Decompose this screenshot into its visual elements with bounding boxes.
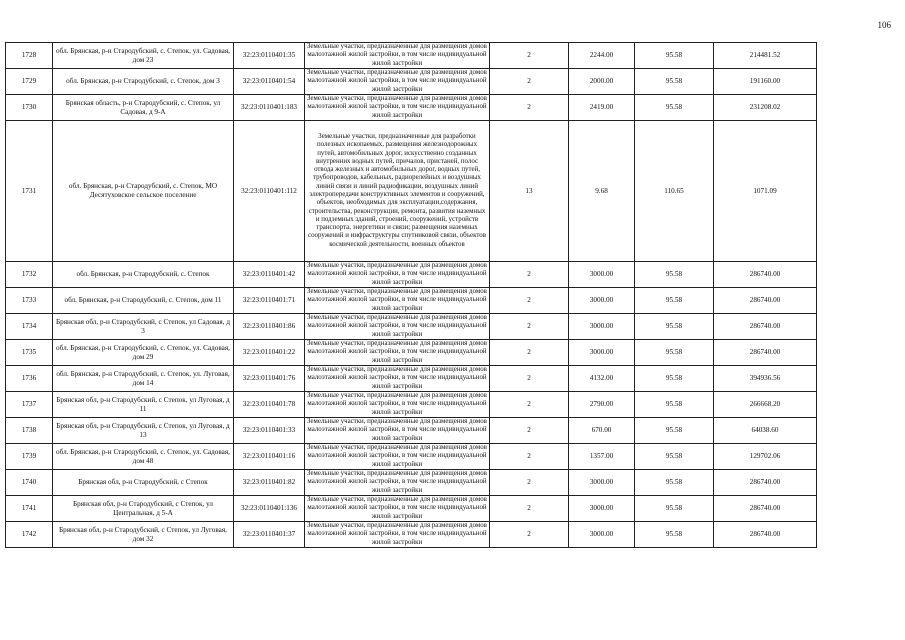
row-number-cell: 1729 xyxy=(6,69,53,95)
row-number-cell: 1736 xyxy=(6,366,53,392)
area-cell: 2244.00 xyxy=(569,43,635,69)
land-use-cell: Земельные участки, предназначенные для размещения домов малоэтажной жилой застройки, в том числе индивидуальной жилой застройки xyxy=(305,95,490,121)
cadastral-value-cell: 286740.00 xyxy=(714,470,817,496)
table-row xyxy=(6,392,903,418)
cadastral-value-cell: 286740.00 xyxy=(714,262,817,288)
cadastral-value-cell: 286740.00 xyxy=(714,522,817,548)
category-cell: 2 xyxy=(490,288,569,314)
row-number-cell: 1732 xyxy=(6,262,53,288)
address-cell: Брянская область, р-н Стародубский, с. Степок, ул Садовая, д 9-А xyxy=(53,95,234,121)
row-number-cell: 1737 xyxy=(6,392,53,418)
rate-cell: 95.58 xyxy=(635,418,714,444)
address-cell: Брянская обл, р-н Стародубский, с Степок, ул Центральная, д 5-А xyxy=(53,496,234,522)
land-use-cell: Земельные участки, предназначенные для размещения домов малоэтажной жилой застройки, в том числе индивидуальной жилой застройки xyxy=(305,470,490,496)
address-cell: обл. Брянская, р-н Стародубский, с. Степок, ул. Садовая, дом 23 xyxy=(53,43,234,69)
empty-cell xyxy=(817,314,903,340)
empty-cell xyxy=(817,392,903,418)
row-number-cell: 1738 xyxy=(6,418,53,444)
cadastral-number-cell: 32:23:0110401:86 xyxy=(234,314,305,340)
empty-cell xyxy=(817,522,903,548)
table-row xyxy=(6,444,903,470)
rate-cell: 95.58 xyxy=(635,392,714,418)
area-cell: 3000.00 xyxy=(569,470,635,496)
table-body xyxy=(6,43,903,548)
table-row xyxy=(6,418,903,444)
empty-cell xyxy=(817,43,903,69)
row-number-cell: 1741 xyxy=(6,496,53,522)
cadastral-value-cell: 286740.00 xyxy=(714,288,817,314)
row-number-cell: 1730 xyxy=(6,95,53,121)
address-cell: обл. Брянская, р-н Стародубский, с. Степок, дом 11 xyxy=(53,288,234,314)
cadastral-number-cell: 32:23:0110401:33 xyxy=(234,418,305,444)
empty-cell xyxy=(817,95,903,121)
address-cell: Брянская обл, р-н Стародубский, с Степок, ул Луговая, д 11 xyxy=(53,392,234,418)
table-row xyxy=(6,496,903,522)
empty-cell xyxy=(817,340,903,366)
land-use-cell: Земельные участки, предназначенные для размещения домов малоэтажной жилой застройки, в том числе индивидуальной жилой застройки xyxy=(305,444,490,470)
address-cell: обл. Брянская, р-н Стародубский, с. Степок xyxy=(53,262,234,288)
category-cell: 2 xyxy=(490,69,569,95)
category-cell: 2 xyxy=(490,496,569,522)
category-cell: 2 xyxy=(490,43,569,69)
row-number-cell: 1734 xyxy=(6,314,53,340)
land-registry-table xyxy=(5,42,903,548)
cadastral-number-cell: 32:23:0110401:42 xyxy=(234,262,305,288)
cadastral-value-cell: 231208.02 xyxy=(714,95,817,121)
address-cell: Брянская обл, р-н Стародубский, с Степок, ул Луговая, д 13 xyxy=(53,418,234,444)
rate-cell: 95.58 xyxy=(635,95,714,121)
category-cell: 2 xyxy=(490,314,569,340)
table-row xyxy=(6,470,903,496)
cadastral-number-cell: 32:23:0110401:82 xyxy=(234,470,305,496)
address-cell: обл. Брянская, р-н Стародубский, с. Степок, МО Десятуховское сельское поселение xyxy=(53,121,234,262)
category-cell: 2 xyxy=(490,340,569,366)
land-use-cell: Земельные участки, предназначенные для размещения домов малоэтажной жилой застройки, в том числе индивидуальной жилой застройки xyxy=(305,262,490,288)
empty-cell xyxy=(817,366,903,392)
cadastral-number-cell: 32:23:0110401:76 xyxy=(234,366,305,392)
rate-cell: 95.58 xyxy=(635,288,714,314)
area-cell: 3000.00 xyxy=(569,522,635,548)
row-number-cell: 1728 xyxy=(6,43,53,69)
area-cell: 3000.00 xyxy=(569,314,635,340)
empty-cell xyxy=(817,288,903,314)
category-cell: 2 xyxy=(490,444,569,470)
land-use-cell: Земельные участки, предназначенные для размещения домов малоэтажной жилой застройки, в том числе индивидуальной жилой застройки xyxy=(305,314,490,340)
category-cell: 2 xyxy=(490,522,569,548)
cadastral-number-cell: 32:23:0110401:183 xyxy=(234,95,305,121)
address-cell: Брянская обл, р-н Стародубский, с Степок xyxy=(53,470,234,496)
address-cell: обл. Брянская, р-н Стародубский, с. Степок, ул. Луговая, дом 14 xyxy=(53,366,234,392)
cadastral-number-cell: 32:23:0110401:35 xyxy=(234,43,305,69)
empty-cell xyxy=(817,69,903,95)
area-cell: 9.68 xyxy=(569,121,635,262)
rate-cell: 95.58 xyxy=(635,262,714,288)
category-cell: 2 xyxy=(490,95,569,121)
area-cell: 3000.00 xyxy=(569,288,635,314)
cadastral-value-cell: 214481.52 xyxy=(714,43,817,69)
area-cell: 3000.00 xyxy=(569,340,635,366)
cadastral-value-cell: 191160.00 xyxy=(714,69,817,95)
table-row xyxy=(6,288,903,314)
table-row xyxy=(6,340,903,366)
cadastral-value-cell: 266668.20 xyxy=(714,392,817,418)
empty-cell xyxy=(817,262,903,288)
table-row xyxy=(6,95,903,121)
table-row xyxy=(6,522,903,548)
cadastral-value-cell: 129702.06 xyxy=(714,444,817,470)
rate-cell: 95.58 xyxy=(635,444,714,470)
rate-cell: 95.58 xyxy=(635,496,714,522)
rate-cell: 95.58 xyxy=(635,43,714,69)
cadastral-number-cell: 32:23:0110401:37 xyxy=(234,522,305,548)
row-number-cell: 1731 xyxy=(6,121,53,262)
rate-cell: 95.58 xyxy=(635,522,714,548)
cadastral-value-cell: 286740.00 xyxy=(714,314,817,340)
category-cell: 2 xyxy=(490,470,569,496)
category-cell: 13 xyxy=(490,121,569,262)
land-use-cell: Земельные участки, предназначенные для размещения домов малоэтажной жилой застройки, в том числе индивидуальной жилой застройки xyxy=(305,43,490,69)
empty-cell xyxy=(817,418,903,444)
rate-cell: 95.58 xyxy=(635,470,714,496)
row-number-cell: 1735 xyxy=(6,340,53,366)
land-use-cell: Земельные участки, предназначенные для размещения домов малоэтажной жилой застройки, в том числе индивидуальной жилой застройки xyxy=(305,366,490,392)
rate-cell: 95.58 xyxy=(635,314,714,340)
cadastral-number-cell: 32:23:0110401:22 xyxy=(234,340,305,366)
rate-cell: 95.58 xyxy=(635,366,714,392)
land-use-cell: Земельные участки, предназначенные для размещения домов малоэтажной жилой застройки, в том числе индивидуальной жилой застройки xyxy=(305,288,490,314)
row-number-cell: 1739 xyxy=(6,444,53,470)
table-row xyxy=(6,262,903,288)
cadastral-number-cell: 32:23:0110401:16 xyxy=(234,444,305,470)
cadastral-value-cell: 286740.00 xyxy=(714,496,817,522)
cadastral-value-cell: 286740.00 xyxy=(714,340,817,366)
address-cell: обл. Брянская, р-н Стародубский, с. Степок, ул. Садовая, дом 29 xyxy=(53,340,234,366)
empty-cell xyxy=(817,444,903,470)
category-cell: 2 xyxy=(490,262,569,288)
category-cell: 2 xyxy=(490,418,569,444)
land-use-cell: Земельные участки, предназначенные для размещения домов малоэтажной жилой застройки, в том числе индивидуальной жилой застройки xyxy=(305,392,490,418)
empty-cell xyxy=(817,496,903,522)
cadastral-number-cell: 32:23:0110401:54 xyxy=(234,69,305,95)
rate-cell: 110.65 xyxy=(635,121,714,262)
area-cell: 4132.00 xyxy=(569,366,635,392)
area-cell: 1357.00 xyxy=(569,444,635,470)
land-use-cell: Земельные участки, предназначенные для разработки полезных ископаемых, размещения железнодорожных путей, автомобильных дорог, искусственно созданных внутренних водных путей, причалов, пристаней, полос отвода железных и автомобильных дорог, водных путей, трубопроводов, кабельных, радиорелейных и воздушных линий связи и линий радиофикации, воздушных линий электропередачи конструктивных элементов и сооружений, объектов, необходимых для эксплуатации,содержания, строительства, реконструкции, ремонта, развития наземных и подземных зданий, строений, сооружений, устройств транспорта, энергетики и связи; размещения наземных сооружений и инфраструктуры спутниковой связи, объектов космической деятельности, военных объектов xyxy=(305,121,490,262)
address-cell: Брянская обл, р-н Стародубский, с Степок, ул Луговая, дом 32 xyxy=(53,522,234,548)
table-row xyxy=(6,43,903,69)
category-cell: 2 xyxy=(490,392,569,418)
address-cell: Брянская обл, р-н Стародубский, с Степок, ул Садовая, д 3 xyxy=(53,314,234,340)
row-number-cell: 1733 xyxy=(6,288,53,314)
empty-cell xyxy=(817,121,903,262)
cadastral-value-cell: 64038.60 xyxy=(714,418,817,444)
rate-cell: 95.58 xyxy=(635,69,714,95)
row-number-cell: 1742 xyxy=(6,522,53,548)
cadastral-number-cell: 32:23:0110401:71 xyxy=(234,288,305,314)
rate-cell: 95.58 xyxy=(635,340,714,366)
table-row xyxy=(6,69,903,95)
row-number-cell: 1740 xyxy=(6,470,53,496)
area-cell: 2000.00 xyxy=(569,69,635,95)
area-cell: 3000.00 xyxy=(569,262,635,288)
land-use-cell: Земельные участки, предназначенные для размещения домов малоэтажной жилой застройки, в том числе индивидуальной жилой застройки xyxy=(305,69,490,95)
table-row xyxy=(6,314,903,340)
empty-cell xyxy=(817,470,903,496)
address-cell: обл. Брянская, р-н Стародубский, с. Степок, ул. Садовая, дом 48 xyxy=(53,444,234,470)
land-use-cell: Земельные участки, предназначенные для размещения домов малоэтажной жилой застройки, в том числе индивидуальной жилой застройки xyxy=(305,418,490,444)
page-number: 106 xyxy=(877,20,891,30)
land-use-cell: Земельные участки, предназначенные для размещения домов малоэтажной жилой застройки, в том числе индивидуальной жилой застройки xyxy=(305,340,490,366)
cadastral-number-cell: 32:23:0110401:78 xyxy=(234,392,305,418)
land-use-cell: Земельные участки, предназначенные для размещения домов малоэтажной жилой застройки, в том числе индивидуальной жилой застройки xyxy=(305,522,490,548)
area-cell: 2419.00 xyxy=(569,95,635,121)
cadastral-value-cell: 394936.56 xyxy=(714,366,817,392)
table-row xyxy=(6,121,903,262)
area-cell: 670.00 xyxy=(569,418,635,444)
table-row xyxy=(6,366,903,392)
land-use-cell: Земельные участки, предназначенные для размещения домов малоэтажной жилой застройки, в том числе индивидуальной жилой застройки xyxy=(305,496,490,522)
area-cell: 2790.00 xyxy=(569,392,635,418)
category-cell: 2 xyxy=(490,366,569,392)
cadastral-value-cell: 1071.09 xyxy=(714,121,817,262)
address-cell: обл. Брянская, р-н Стародубский, с. Степок, дом 3 xyxy=(53,69,234,95)
cadastral-number-cell: 32:23:0110401:136 xyxy=(234,496,305,522)
area-cell: 3000.00 xyxy=(569,496,635,522)
cadastral-number-cell: 32:23:0110401:112 xyxy=(234,121,305,262)
